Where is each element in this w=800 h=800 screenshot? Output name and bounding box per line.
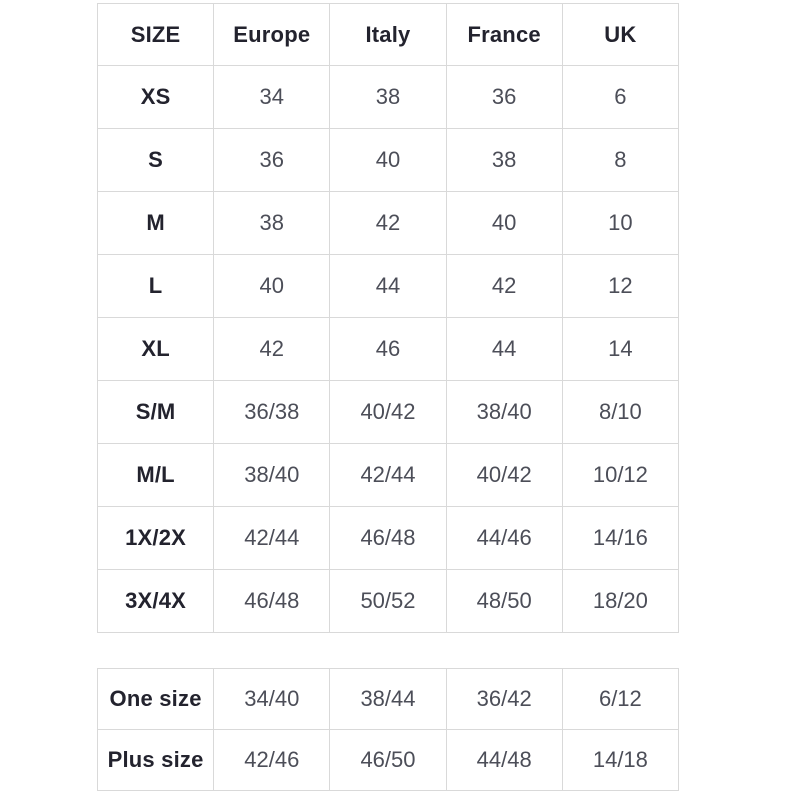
table-row-xs — [98, 66, 679, 129]
row-label: M/L — [98, 444, 214, 507]
header-cell-size: SIZE — [98, 4, 214, 66]
cell-france: 40/42 — [446, 444, 562, 507]
row-label: One size — [98, 669, 214, 730]
header-cell-italy: Italy — [330, 4, 446, 66]
cell-europe: 42/44 — [214, 507, 330, 570]
cell-europe: 36 — [214, 129, 330, 192]
cell-uk: 14 — [562, 318, 678, 381]
cell-italy: 42 — [330, 192, 446, 255]
cell-europe: 36/38 — [214, 381, 330, 444]
cell-europe: 38/40 — [214, 444, 330, 507]
cell-uk: 8/10 — [562, 381, 678, 444]
cell-france: 36 — [446, 66, 562, 129]
cell-france: 48/50 — [446, 570, 562, 633]
table-row-plus-size — [98, 730, 679, 791]
header-cell-europe: Europe — [214, 4, 330, 66]
cell-italy: 38/44 — [330, 669, 446, 730]
table-row-3x4x — [98, 570, 679, 633]
table-row-xl — [98, 318, 679, 381]
row-label: 3X/4X — [98, 570, 214, 633]
cell-uk: 6 — [562, 66, 678, 129]
cell-france: 38/40 — [446, 381, 562, 444]
cell-europe: 46/48 — [214, 570, 330, 633]
cell-europe: 42 — [214, 318, 330, 381]
cell-europe: 34 — [214, 66, 330, 129]
table-row-m — [98, 192, 679, 255]
header-cell-france: France — [446, 4, 562, 66]
row-label: 1X/2X — [98, 507, 214, 570]
header-cell-uk: UK — [562, 4, 678, 66]
cell-europe: 38 — [214, 192, 330, 255]
table-row-s — [98, 129, 679, 192]
cell-italy: 42/44 — [330, 444, 446, 507]
table-row-l — [98, 255, 679, 318]
cell-italy: 38 — [330, 66, 446, 129]
row-label: S/M — [98, 381, 214, 444]
header-row — [98, 4, 679, 66]
cell-france: 36/42 — [446, 669, 562, 730]
cell-uk: 18/20 — [562, 570, 678, 633]
cell-italy: 44 — [330, 255, 446, 318]
cell-uk: 6/12 — [562, 669, 678, 730]
row-label: XS — [98, 66, 214, 129]
cell-uk: 10 — [562, 192, 678, 255]
cell-italy: 40 — [330, 129, 446, 192]
cell-france: 44/48 — [446, 730, 562, 791]
row-label: XL — [98, 318, 214, 381]
cell-uk: 8 — [562, 129, 678, 192]
cell-france: 44/46 — [446, 507, 562, 570]
special-size-table — [97, 668, 679, 791]
row-label: S — [98, 129, 214, 192]
cell-france: 40 — [446, 192, 562, 255]
table-row-one-size — [98, 669, 679, 730]
cell-uk: 14/16 — [562, 507, 678, 570]
cell-italy: 40/42 — [330, 381, 446, 444]
table-row-1x2x — [98, 507, 679, 570]
main-size-table — [97, 3, 679, 633]
table-row-sm — [98, 381, 679, 444]
cell-italy: 46/50 — [330, 730, 446, 791]
cell-france: 42 — [446, 255, 562, 318]
cell-europe: 42/46 — [214, 730, 330, 791]
cell-uk: 12 — [562, 255, 678, 318]
cell-uk: 14/18 — [562, 730, 678, 791]
row-label: Plus size — [98, 730, 214, 791]
row-label: L — [98, 255, 214, 318]
cell-italy: 46/48 — [330, 507, 446, 570]
cell-france: 38 — [446, 129, 562, 192]
cell-france: 44 — [446, 318, 562, 381]
table-row-ml — [98, 444, 679, 507]
row-label: M — [98, 192, 214, 255]
cell-europe: 40 — [214, 255, 330, 318]
cell-italy: 50/52 — [330, 570, 446, 633]
cell-italy: 46 — [330, 318, 446, 381]
cell-uk: 10/12 — [562, 444, 678, 507]
size-conversion-tables — [97, 3, 679, 791]
cell-europe: 34/40 — [214, 669, 330, 730]
